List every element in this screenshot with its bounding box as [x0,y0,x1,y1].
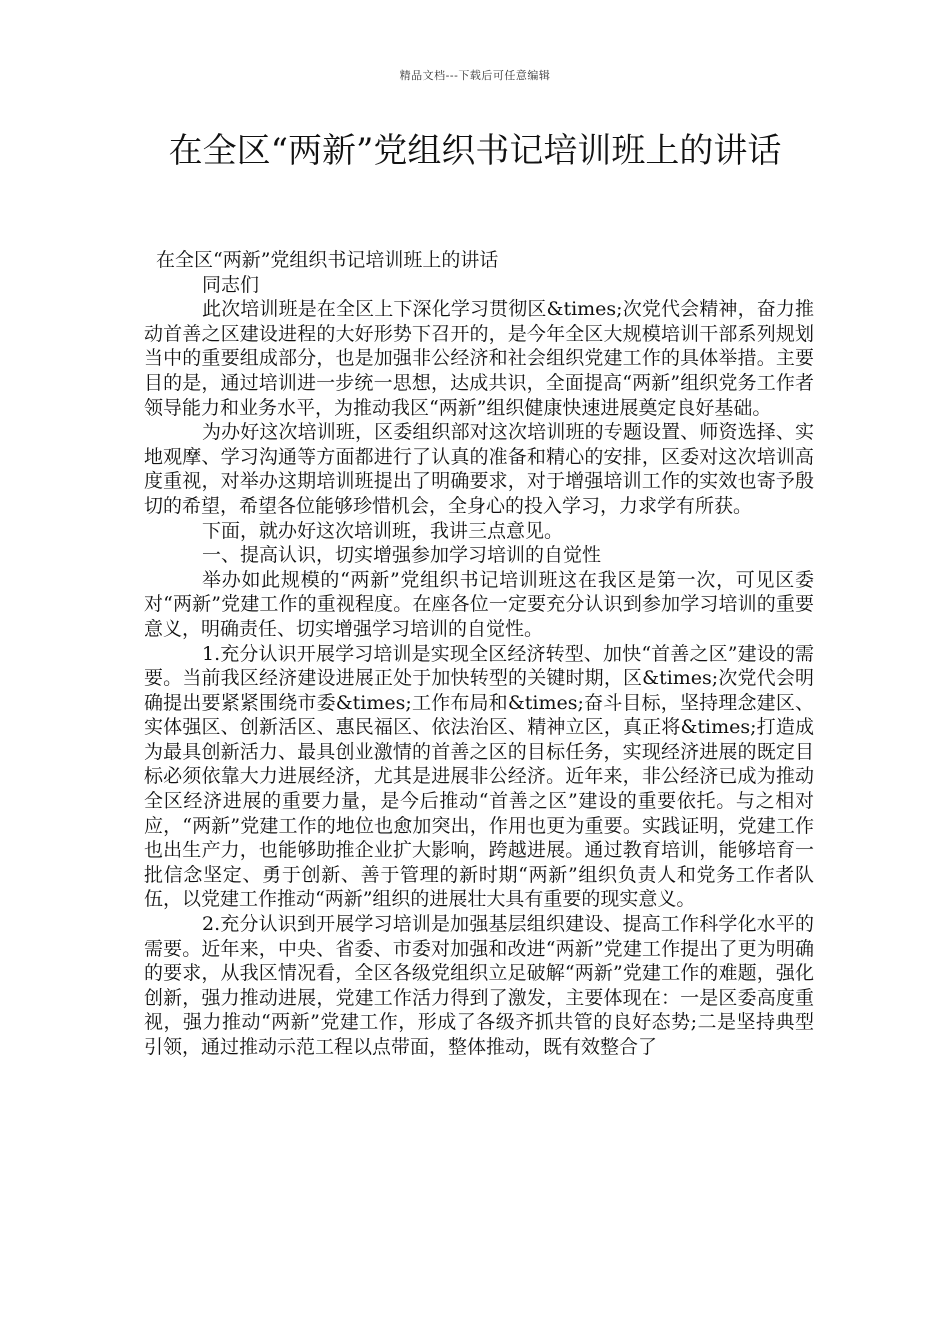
document-body [144,248,814,1060]
speech-subtitle: 在全区“两新”党组织书记培训班上的讲话 [156,249,499,271]
paragraph: 2.充分认识到开展学习培训是加强基层组织建设、提高工作科学化水平的需要。近年来，中央、省委、市委对加强和改进“两新”党建工作提出了更为明确的要求，从我区情况看，全区各级党组织立足破解“两新”党建工作的难题，强化创新，强力推动进展，党建工作活力得到了激发，主要体现在：一是区委高度重视，强力推动“两新”党建工作，形成了各级齐抓共管的良好态势;二是坚持典型引领，通过推动示范工程以点带面，整体推动，既有效整合了 [144,913,814,1058]
paragraph: 举办如此规模的“两新”党组织书记培训班这在我区是第一次，可见区委对“两新”党建工作的重视程度。在座各位一定要充分认识到参加学习培训的重要意义，明确责任、切实增强学习培训的自觉性。 [144,568,814,640]
section-heading: 一、提高认识，切实增强参加学习培训的自觉性 [202,544,602,567]
paragraph: 为办好这次培训班，区委组织部对这次培训班的专题设置、师资选择、实地观摩、学习沟通等方面都进行了认真的准备和精心的安排，区委对这次培训高度重视，对举办这期培训班提出了明确要求，对于增强培训工作的实效也寄予殷切的希望，希望各位能够珍惜机会，全身心的投入学习，力求学有所获。 [144,421,814,517]
page-header: 精品文档---下载后可任意编辑 [399,69,551,82]
salutation: 同志们 [202,273,260,296]
document-title: 在全区“两新”党组织书记培训班上的讲话 [168,131,782,171]
paragraph: 下面，就办好这次培训班，我讲三点意见。 [202,519,564,542]
paragraph: 1.充分认识开展学习培训是实现全区经济转型、加快“首善之区”建设的需要。当前我区经济建设进展正处于加快转型的关键时期，区&times;次党代会明确提出要紧紧围绕市委&times;工作布局和&times;奋斗目标，坚持理念建区、实体强区、创新活区、惠民福区、依法治区、精神立区，真正将&times;打造成为最具创新活力、最具创业激情的首善之区的目标任务，实现经济进展的既定目标必须依靠大力进展经济，尤其是进展非公经济。近年来，非公经济已成为推动全区经济进展的重要力量，是今后推动“首善之区”建设的重要依托。与之相对应，“两新”党建工作的地位也愈加突出，作用也更为重要。实践证明，党建工作也出生产力，也能够助推企业扩大影响，跨越进展。通过教育培训，能够培育一批信念坚定、勇于创新、善于管理的新时期“两新”组织负责人和党务工作者队伍，以党建工作推动“两新”组织的进展壮大具有重要的现实意义。 [144,642,814,911]
paragraph: 此次培训班是在全区上下深化学习贯彻区&times;次党代会精神，奋力推动首善之区建设进程的大好形势下召开的，是今年全区大规模培训干部系列规划当中的重要组成部分，也是加强非公经济和社会组织党建工作的具体举措。主要目的是，通过培训进一步统一思想，达成共识，全面提高“两新”组织党务工作者领导能力和业务水平，为推动我区“两新”组织健康快速进展奠定良好基础。 [144,298,814,419]
